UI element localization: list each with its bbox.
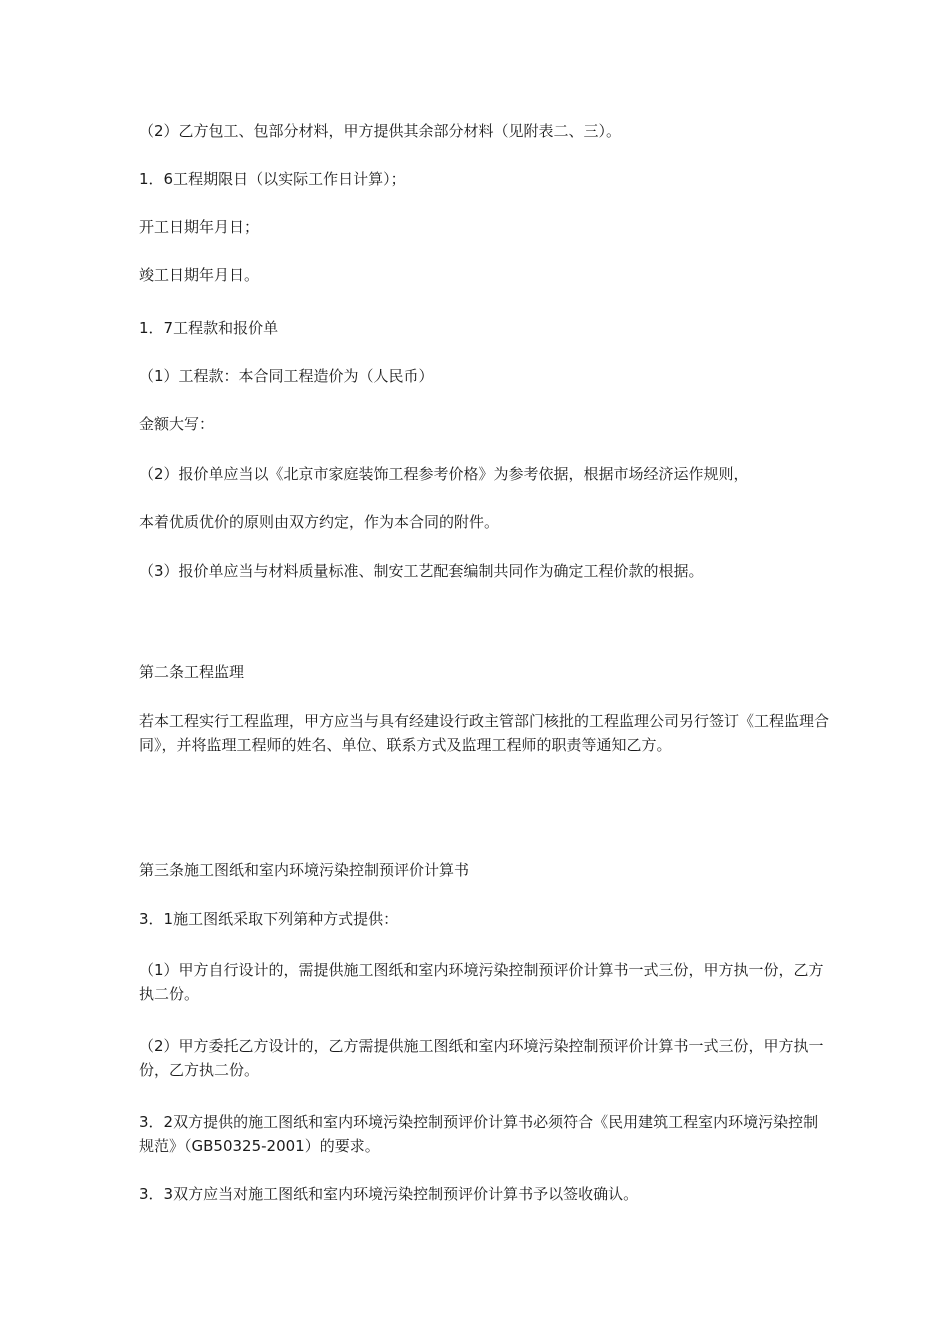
heading-article-2: 第二条工程监理 [139,663,245,681]
paragraph-commissioned-design: （2）甲方委托乙方设计的，乙方需提供施工图纸和室内环境污染控制预评价计算书一式三份，甲方执一份，乙方执二份。 [139,1037,824,1079]
paragraph-quotation-standards: （3）报价单应当与材料质量标准、制安工艺配套编制共同作为确定工程价款的根据。 [139,562,704,580]
paragraph-project-payment: （1）工程款：本合同工程造价为（人民币） [139,367,434,385]
paragraph-material-supply: （2）乙方包工、包部分材料，甲方提供其余部分材料（见附表二、三）。 [139,122,622,140]
paragraph-supervision: 若本工程实行工程监理，甲方应当与具有经建设行政主管部门核批的工程监理公司另行签订《工程监理合同》，并将监理工程师的姓名、单位、联系方式及监理工程师的职责等通知乙方。 [139,712,830,754]
paragraph-section-3-1: 3．1施工图纸采取下列第种方式提供： [139,910,399,928]
paragraph-section-1-6: 1．6工程期限日（以实际工作日计算）； [139,170,406,188]
paragraph-self-design: （1）甲方自行设计的，需提供施工图纸和室内环境污染控制预评价计算书一式三份，甲方执一份，乙方执二份。 [139,961,824,1003]
heading-article-3: 第三条施工图纸和室内环境污染控制预评价计算书 [139,861,470,879]
paragraph-quotation-agreement: 本着优质优价的原则由双方约定，作为本合同的附件。 [139,513,500,531]
paragraph-quotation-basis: （2）报价单应当以《北京市家庭装饰工程参考价格》为参考依据，根据市场经济运作规则， [139,465,749,483]
paragraph-completion-date: 竣工日期年月日。 [139,266,260,284]
paragraph-start-date: 开工日期年月日； [139,218,260,236]
paragraph-section-1-7: 1．7工程款和报价单 [139,319,279,337]
paragraph-amount-in-words: 金额大写： [139,415,215,433]
paragraph-section-3-3: 3．3双方应当对施工图纸和室内环境污染控制预评价计算书予以签收确认。 [139,1185,639,1203]
paragraph-section-3-2: 3．2双方提供的施工图纸和室内环境污染控制预评价计算书必须符合《民用建筑工程室内环境污染控制规范》（GB50325-2001）的要求。 [139,1113,819,1155]
